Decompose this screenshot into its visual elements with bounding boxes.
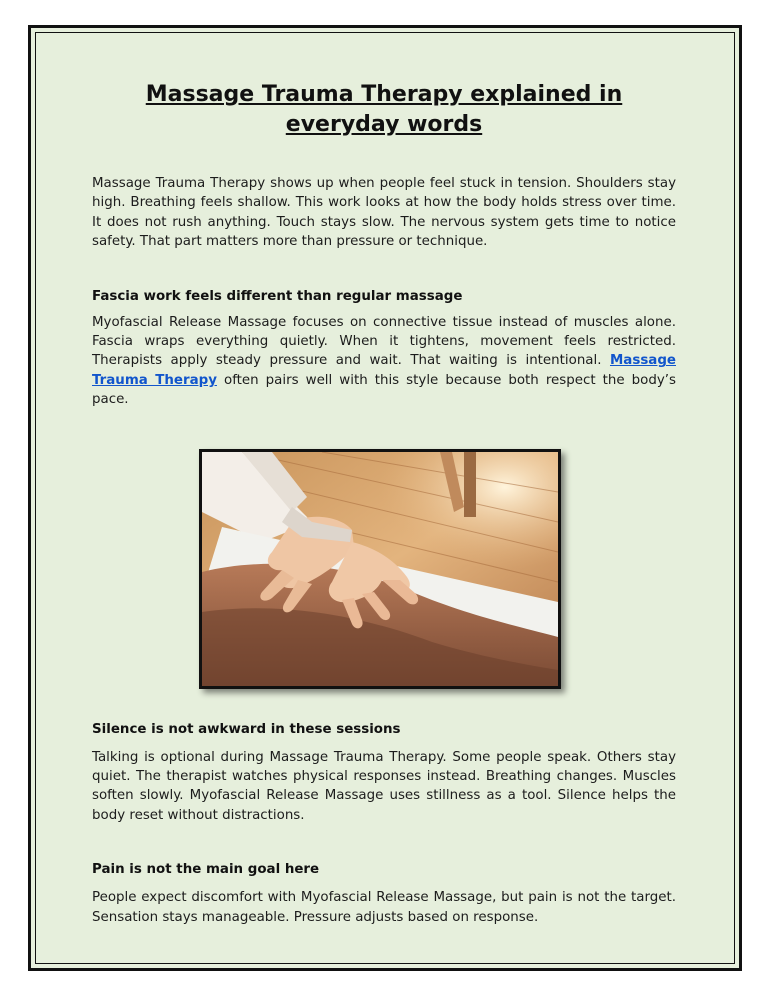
- section-heading-fascia: Fascia work feels different than regular massage: [92, 288, 463, 304]
- article: [92, 80, 676, 927]
- massage-trauma-therapy-link[interactable]: Massage Trauma Therapy: [92, 353, 676, 388]
- section-body-silence: Talking is optional during Massage Trauma Therapy. Some people speak. Others stay quiet. The therapist watches physical responses instead. Breathing changes. Muscles soften slowly. Myofascial Release Massage uses stillness as a tool. Silence helps the body reset without distractions.: [92, 749, 676, 823]
- fascia-text-before-link: Myofascial Release Massage focuses on connective tissue instead of muscles alone. Fascia wraps everything quietly. When it tightens, movement feels restricted. Therapists apply steady pressure and wait. That waiting is intentional.: [92, 314, 676, 369]
- intro-paragraph: Massage Trauma Therapy shows up when people feel stuck in tension. Shoulders stay high. Breathing feels shallow. This work looks at how the body holds stress over time. It does not rush anything. Touch stays slow. The nervous system gets time to notice safety. That part matters more than pressure or technique.: [92, 176, 676, 250]
- fascia-text-after-link: often pairs well with this style because both respect the body’s pace.: [92, 372, 676, 408]
- massage-photo: [199, 449, 561, 689]
- massage-photo-illustration: [202, 452, 558, 686]
- section-body-pain: People expect discomfort with Myofascial Release Massage, but pain is not the target. Sensation stays manageable. Pressure adjusts based on response.: [92, 890, 676, 925]
- section-heading-pain: Pain is not the main goal here: [92, 862, 320, 878]
- article-title: Massage Trauma Therapy explained in everyday words: [145, 82, 623, 137]
- section-heading-silence: Silence is not awkward in these sessions: [92, 721, 401, 737]
- section-body-fascia: [92, 313, 676, 410]
